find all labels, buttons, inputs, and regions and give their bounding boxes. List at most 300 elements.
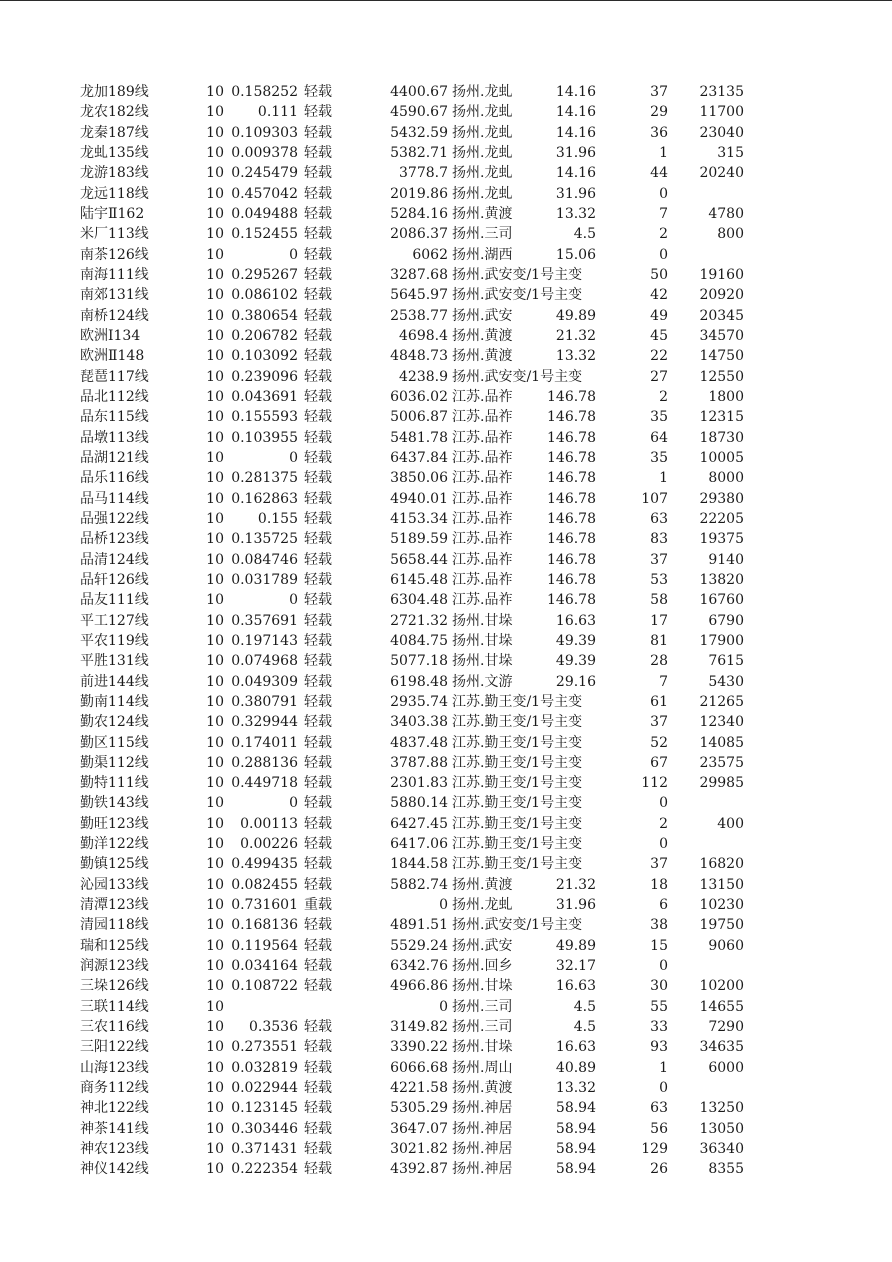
kva-cell: 10230 [699, 897, 744, 914]
voltage-cell: 10 [206, 287, 224, 304]
capacity-cell: 3149.82 [390, 1019, 448, 1036]
voltage-cell: 10 [206, 1100, 224, 1117]
count-cell: 49 [650, 307, 668, 324]
capacity-cell: 4837.48 [390, 734, 448, 751]
count-cell: 50 [650, 266, 668, 283]
load-rate-cell: 0.103955 [231, 429, 298, 446]
substation-cell: 扬州.黄渡 [452, 1080, 513, 1097]
voltage-cell: 10 [206, 104, 224, 121]
line-name-cell: 龙虬135线 [80, 144, 149, 161]
table-row [0, 326, 892, 346]
line-name-cell: 勤区115线 [80, 734, 149, 751]
table-row [0, 915, 892, 935]
load-status-cell: 轻载 [304, 632, 332, 649]
count-cell: 61 [650, 693, 668, 710]
load-rate-cell: 0.086102 [231, 287, 298, 304]
capacity-cell: 4848.73 [390, 348, 448, 365]
length-cell: 13.32 [555, 205, 596, 222]
load-status-cell: 轻载 [304, 1019, 332, 1036]
voltage-cell: 10 [206, 612, 224, 629]
count-cell: 112 [641, 775, 668, 792]
capacity-cell: 4221.58 [390, 1080, 448, 1097]
table-row [0, 82, 892, 102]
table-row [0, 468, 892, 488]
count-cell: 52 [650, 734, 668, 751]
load-rate-cell: 0.371431 [231, 1141, 298, 1158]
capacity-cell: 2086.37 [390, 226, 448, 243]
substation-cell: 扬州.三司 [452, 1019, 513, 1036]
substation-cell: 扬州.龙虬 [452, 165, 513, 182]
line-name-cell: 南海111线 [80, 266, 149, 283]
load-status-cell: 轻载 [304, 551, 332, 568]
kva-cell: 19375 [699, 531, 744, 548]
voltage-cell: 10 [206, 266, 224, 283]
substation-cell: 扬州.甘垛 [452, 632, 513, 649]
length-cell: 49.89 [555, 937, 596, 954]
table-row [0, 448, 892, 468]
load-rate-cell: 0.082455 [231, 876, 298, 893]
table-row [0, 590, 892, 610]
line-name-cell: 神农123线 [80, 1141, 149, 1158]
voltage-cell: 10 [206, 815, 224, 832]
line-name-cell: 润源123线 [80, 958, 149, 975]
load-rate-cell: 0.022944 [231, 1080, 298, 1097]
count-cell: 2 [659, 388, 668, 405]
load-rate-cell: 0.043691 [231, 388, 298, 405]
count-cell: 0 [659, 795, 668, 812]
table-row [0, 102, 892, 122]
voltage-cell: 10 [206, 1039, 224, 1056]
substation-cell: 江苏.品祚 [452, 470, 513, 487]
count-cell: 53 [650, 571, 668, 588]
substation-cell: 江苏.勤王变/1号主变 [452, 836, 583, 853]
load-rate-cell: 0.155593 [231, 409, 298, 426]
kva-cell: 1800 [708, 388, 744, 405]
substation-cell: 江苏.品祚 [452, 388, 513, 405]
kva-cell: 14085 [699, 734, 744, 751]
length-cell: 32.17 [555, 958, 596, 975]
line-name-cell: 勤渠112线 [80, 754, 149, 771]
load-status-cell: 轻载 [304, 510, 332, 527]
capacity-cell: 2301.83 [390, 775, 448, 792]
kva-cell: 12340 [699, 714, 744, 731]
count-cell: 7 [659, 205, 668, 222]
load-rate-cell: 0.00113 [240, 815, 298, 832]
substation-cell: 扬州.甘垛 [452, 612, 513, 629]
voltage-cell: 10 [206, 1059, 224, 1076]
substation-cell: 扬州.甘垛 [452, 1039, 513, 1056]
capacity-cell: 5645.97 [390, 287, 448, 304]
load-rate-cell: 0.499435 [231, 856, 298, 873]
line-name-cell: 沁园133线 [80, 876, 149, 893]
count-cell: 37 [650, 856, 668, 873]
voltage-cell: 10 [206, 897, 224, 914]
capacity-cell: 5305.29 [390, 1100, 448, 1117]
load-rate-cell: 0.174011 [231, 734, 298, 751]
line-name-cell: 品东115线 [80, 409, 149, 426]
substation-cell: 江苏.品祚 [452, 429, 513, 446]
substation-cell: 扬州.湖西 [452, 246, 513, 263]
capacity-cell: 6062 [412, 246, 448, 263]
line-name-cell: 品乐116线 [80, 470, 149, 487]
substation-cell: 江苏.勤王变/1号主变 [452, 693, 583, 710]
load-rate-cell: 0 [289, 795, 298, 812]
kva-cell: 23575 [699, 754, 744, 771]
load-status-cell: 轻载 [304, 388, 332, 405]
kva-cell: 29380 [699, 490, 744, 507]
load-rate-cell: 0.103092 [231, 348, 298, 365]
line-name-cell: 山海123线 [80, 1059, 149, 1076]
substation-cell: 江苏.品祚 [452, 571, 513, 588]
line-name-cell: 品北112线 [80, 388, 149, 405]
voltage-cell: 10 [206, 368, 224, 385]
line-name-cell: 南桥124线 [80, 307, 149, 324]
count-cell: 1 [659, 144, 668, 161]
voltage-cell: 10 [206, 165, 224, 182]
table-row [0, 672, 892, 692]
table-row [0, 224, 892, 244]
load-status-cell: 轻载 [304, 754, 332, 771]
line-name-cell: 平农119线 [80, 632, 149, 649]
count-cell: 93 [650, 1039, 668, 1056]
length-cell: 49.39 [555, 653, 596, 670]
count-cell: 35 [650, 449, 668, 466]
load-rate-cell: 0.731601 [231, 897, 298, 914]
kva-cell: 400 [717, 815, 744, 832]
count-cell: 7 [659, 673, 668, 690]
voltage-cell: 10 [206, 1141, 224, 1158]
load-rate-cell: 0 [289, 592, 298, 609]
capacity-cell: 6304.48 [390, 592, 448, 609]
kva-cell: 7290 [708, 1019, 744, 1036]
length-cell: 21.32 [555, 327, 596, 344]
capacity-cell: 4940.01 [390, 490, 448, 507]
voltage-cell: 10 [206, 144, 224, 161]
load-status-cell: 轻载 [304, 856, 332, 873]
voltage-cell: 10 [206, 490, 224, 507]
load-rate-cell: 0.155 [257, 510, 298, 527]
load-status-cell: 重载 [304, 897, 332, 914]
line-name-cell: 勤特111线 [80, 775, 149, 792]
substation-cell: 扬州.文游 [452, 673, 513, 690]
load-rate-cell: 0.00226 [240, 836, 298, 853]
spreadsheet-table [0, 82, 892, 1180]
count-cell: 83 [650, 531, 668, 548]
table-row [0, 651, 892, 671]
line-name-cell: 米厂113线 [80, 226, 149, 243]
load-rate-cell: 0.206782 [231, 327, 298, 344]
voltage-cell: 10 [206, 531, 224, 548]
load-rate-cell: 0.457042 [231, 185, 298, 202]
kva-cell: 23135 [699, 84, 744, 100]
load-status-cell: 轻载 [304, 958, 332, 975]
load-status-cell: 轻载 [304, 307, 332, 324]
voltage-cell: 10 [206, 124, 224, 141]
length-cell: 31.96 [555, 897, 596, 914]
kva-cell: 9140 [708, 551, 744, 568]
count-cell: 0 [659, 1080, 668, 1097]
capacity-cell: 5006.87 [390, 409, 448, 426]
line-name-cell: 龙农182线 [80, 104, 149, 121]
load-status-cell: 轻载 [304, 1120, 332, 1137]
count-cell: 58 [650, 592, 668, 609]
kva-cell: 20920 [699, 287, 744, 304]
substation-cell: 扬州.龙虬 [452, 104, 513, 121]
capacity-cell: 3787.88 [390, 754, 448, 771]
capacity-cell: 3850.06 [390, 470, 448, 487]
length-cell: 146.78 [547, 409, 596, 426]
length-cell: 40.89 [555, 1059, 596, 1076]
load-status-cell: 轻载 [304, 714, 332, 731]
table-row [0, 123, 892, 143]
substation-cell: 江苏.品祚 [452, 531, 513, 548]
line-name-cell: 琵琶117线 [80, 368, 149, 385]
voltage-cell: 10 [206, 937, 224, 954]
table-row [0, 976, 892, 996]
voltage-cell: 10 [206, 1080, 224, 1097]
substation-cell: 扬州.龙虬 [452, 185, 513, 202]
kva-cell: 21265 [699, 693, 744, 710]
line-name-cell: 陆宇Ⅱ162 [80, 205, 145, 222]
load-rate-cell: 0.239096 [231, 368, 298, 385]
table-row [0, 1139, 892, 1159]
count-cell: 17 [650, 612, 668, 629]
capacity-cell: 4590.67 [390, 104, 448, 121]
voltage-cell: 10 [206, 958, 224, 975]
kva-cell: 19750 [699, 917, 744, 934]
length-cell: 58.94 [555, 1141, 596, 1158]
length-cell: 29.16 [555, 673, 596, 690]
substation-cell: 江苏.品祚 [452, 449, 513, 466]
kva-cell: 13050 [699, 1120, 744, 1137]
line-name-cell: 品清124线 [80, 551, 149, 568]
voltage-cell: 10 [206, 1161, 224, 1178]
load-status-cell: 轻载 [304, 490, 332, 507]
count-cell: 67 [650, 754, 668, 771]
load-status-cell: 轻载 [304, 226, 332, 243]
table-row [0, 245, 892, 265]
capacity-cell: 4238.9 [399, 368, 448, 385]
table-row [0, 489, 892, 509]
kva-cell: 12315 [699, 409, 744, 426]
line-name-cell: 龙加189线 [80, 84, 149, 100]
substation-cell: 扬州.神居 [452, 1100, 513, 1117]
top-border-line [0, 0, 892, 1]
count-cell: 107 [641, 490, 668, 507]
length-cell: 49.39 [555, 632, 596, 649]
capacity-cell: 2538.77 [390, 307, 448, 324]
length-cell: 13.32 [555, 348, 596, 365]
capacity-cell: 5529.24 [390, 937, 448, 954]
load-rate-cell: 0.049309 [231, 673, 298, 690]
line-name-cell: 勤旺123线 [80, 815, 149, 832]
kva-cell: 800 [717, 226, 744, 243]
length-cell: 146.78 [547, 388, 596, 405]
substation-cell: 扬州.甘垛 [452, 653, 513, 670]
table-row [0, 753, 892, 773]
table-row [0, 733, 892, 753]
load-status-cell: 轻载 [304, 673, 332, 690]
capacity-cell: 6427.45 [390, 815, 448, 832]
load-status-cell: 轻载 [304, 185, 332, 202]
load-rate-cell: 0.380654 [231, 307, 298, 324]
line-name-cell: 勤洋122线 [80, 836, 149, 853]
length-cell: 14.16 [555, 165, 596, 182]
count-cell: 42 [650, 287, 668, 304]
load-status-cell: 轻载 [304, 815, 332, 832]
load-rate-cell: 0.034164 [231, 958, 298, 975]
substation-cell: 扬州.周山 [452, 1059, 513, 1076]
length-cell: 49.89 [555, 307, 596, 324]
line-name-cell: 勤农124线 [80, 714, 149, 731]
substation-cell: 扬州.三司 [452, 226, 513, 243]
capacity-cell: 2019.86 [390, 185, 448, 202]
substation-cell: 扬州.神居 [452, 1161, 513, 1178]
substation-cell: 扬州.神居 [452, 1141, 513, 1158]
substation-cell: 江苏.品祚 [452, 490, 513, 507]
count-cell: 2 [659, 226, 668, 243]
count-cell: 63 [650, 1100, 668, 1117]
length-cell: 146.78 [547, 592, 596, 609]
voltage-cell: 10 [206, 693, 224, 710]
capacity-cell: 5658.44 [390, 551, 448, 568]
voltage-cell: 10 [206, 978, 224, 995]
line-name-cell: 三农116线 [80, 1019, 149, 1036]
line-name-cell: 勤铁143线 [80, 795, 149, 812]
count-cell: 129 [641, 1141, 668, 1158]
load-status-cell: 轻载 [304, 287, 332, 304]
voltage-cell: 10 [206, 327, 224, 344]
capacity-cell: 6066.68 [390, 1059, 448, 1076]
voltage-cell: 10 [206, 470, 224, 487]
kva-cell: 7615 [708, 653, 744, 670]
substation-cell: 江苏.勤王变/1号主变 [452, 734, 583, 751]
table-row [0, 265, 892, 285]
substation-cell: 扬州.神居 [452, 1120, 513, 1137]
voltage-cell: 10 [206, 998, 224, 1015]
voltage-cell: 10 [206, 449, 224, 466]
count-cell: 64 [650, 429, 668, 446]
length-cell: 146.78 [547, 510, 596, 527]
count-cell: 27 [650, 368, 668, 385]
line-name-cell: 神北122线 [80, 1100, 149, 1117]
line-name-cell: 品马114线 [80, 490, 149, 507]
kva-cell: 13150 [699, 876, 744, 893]
voltage-cell: 10 [206, 1120, 224, 1137]
substation-cell: 扬州.武安 [452, 307, 513, 324]
kva-cell: 13820 [699, 571, 744, 588]
load-rate-cell: 0.074968 [231, 653, 298, 670]
substation-cell: 江苏.勤王变/1号主变 [452, 775, 583, 792]
voltage-cell: 10 [206, 856, 224, 873]
load-status-cell: 轻载 [304, 1141, 332, 1158]
capacity-cell: 3390.22 [390, 1039, 448, 1056]
voltage-cell: 10 [206, 1019, 224, 1036]
line-name-cell: 品桥123线 [80, 531, 149, 548]
table-row [0, 875, 892, 895]
voltage-cell: 10 [206, 836, 224, 853]
load-rate-cell: 0.3536 [249, 1019, 298, 1036]
line-name-cell: 三联114线 [80, 998, 149, 1015]
kva-cell: 12550 [699, 368, 744, 385]
capacity-cell: 5481.78 [390, 429, 448, 446]
load-status-cell: 轻载 [304, 246, 332, 263]
capacity-cell: 3778.7 [399, 165, 448, 182]
table-row [0, 428, 892, 448]
line-name-cell: 前进144线 [80, 673, 149, 690]
substation-cell: 扬州.黄渡 [452, 348, 513, 365]
count-cell: 37 [650, 551, 668, 568]
count-cell: 38 [650, 917, 668, 934]
kva-cell: 19160 [699, 266, 744, 283]
load-rate-cell: 0.295267 [231, 266, 298, 283]
table-row [0, 956, 892, 976]
load-status-cell: 轻载 [304, 1039, 332, 1056]
line-name-cell: 勤镇125线 [80, 856, 149, 873]
load-rate-cell: 0.009378 [231, 144, 298, 161]
length-cell: 14.16 [555, 104, 596, 121]
load-status-cell: 轻载 [304, 1059, 332, 1076]
load-rate-cell: 0.245479 [231, 165, 298, 182]
table-row [0, 611, 892, 631]
capacity-cell: 0 [439, 998, 448, 1015]
substation-cell: 扬州.武安变/1号主变 [452, 368, 583, 385]
load-rate-cell: 0.197143 [231, 632, 298, 649]
load-status-cell: 轻载 [304, 592, 332, 609]
table-row [0, 367, 892, 387]
load-rate-cell: 0.449718 [231, 775, 298, 792]
load-rate-cell: 0.158252 [231, 84, 298, 100]
substation-cell: 江苏.品祚 [452, 409, 513, 426]
line-name-cell: 平工127线 [80, 612, 149, 629]
voltage-cell: 10 [206, 246, 224, 263]
kva-cell: 29985 [699, 775, 744, 792]
table-row [0, 184, 892, 204]
table-row [0, 143, 892, 163]
kva-cell: 10200 [699, 978, 744, 995]
kva-cell: 11700 [699, 104, 744, 121]
substation-cell: 扬州.武安变/1号主变 [452, 287, 583, 304]
table-row [0, 163, 892, 183]
substation-cell: 江苏.品祚 [452, 510, 513, 527]
voltage-cell: 10 [206, 205, 224, 222]
table-row [0, 854, 892, 874]
kva-cell: 18730 [699, 429, 744, 446]
count-cell: 45 [650, 327, 668, 344]
count-cell: 1 [659, 470, 668, 487]
substation-cell: 扬州.黄渡 [452, 205, 513, 222]
substation-cell: 扬州.回乡 [452, 958, 513, 975]
load-rate-cell: 0.135725 [231, 531, 298, 548]
line-name-cell: 瑞和125线 [80, 937, 149, 954]
load-rate-cell: 0.281375 [231, 470, 298, 487]
load-rate-cell: 0.031789 [231, 571, 298, 588]
substation-cell: 扬州.龙虬 [452, 124, 513, 141]
length-cell: 146.78 [547, 490, 596, 507]
kva-cell: 4780 [708, 205, 744, 222]
capacity-cell: 4698.4 [399, 327, 448, 344]
load-status-cell: 轻载 [304, 734, 332, 751]
count-cell: 30 [650, 978, 668, 995]
line-name-cell: 欧洲Ⅰ134 [80, 327, 141, 344]
line-name-cell: 龙远118线 [80, 185, 149, 202]
table-row [0, 285, 892, 305]
line-name-cell: 商务112线 [80, 1080, 149, 1097]
capacity-cell: 5077.18 [390, 653, 448, 670]
load-rate-cell: 0.380791 [231, 693, 298, 710]
line-name-cell: 平胜131线 [80, 653, 149, 670]
table-row [0, 631, 892, 651]
